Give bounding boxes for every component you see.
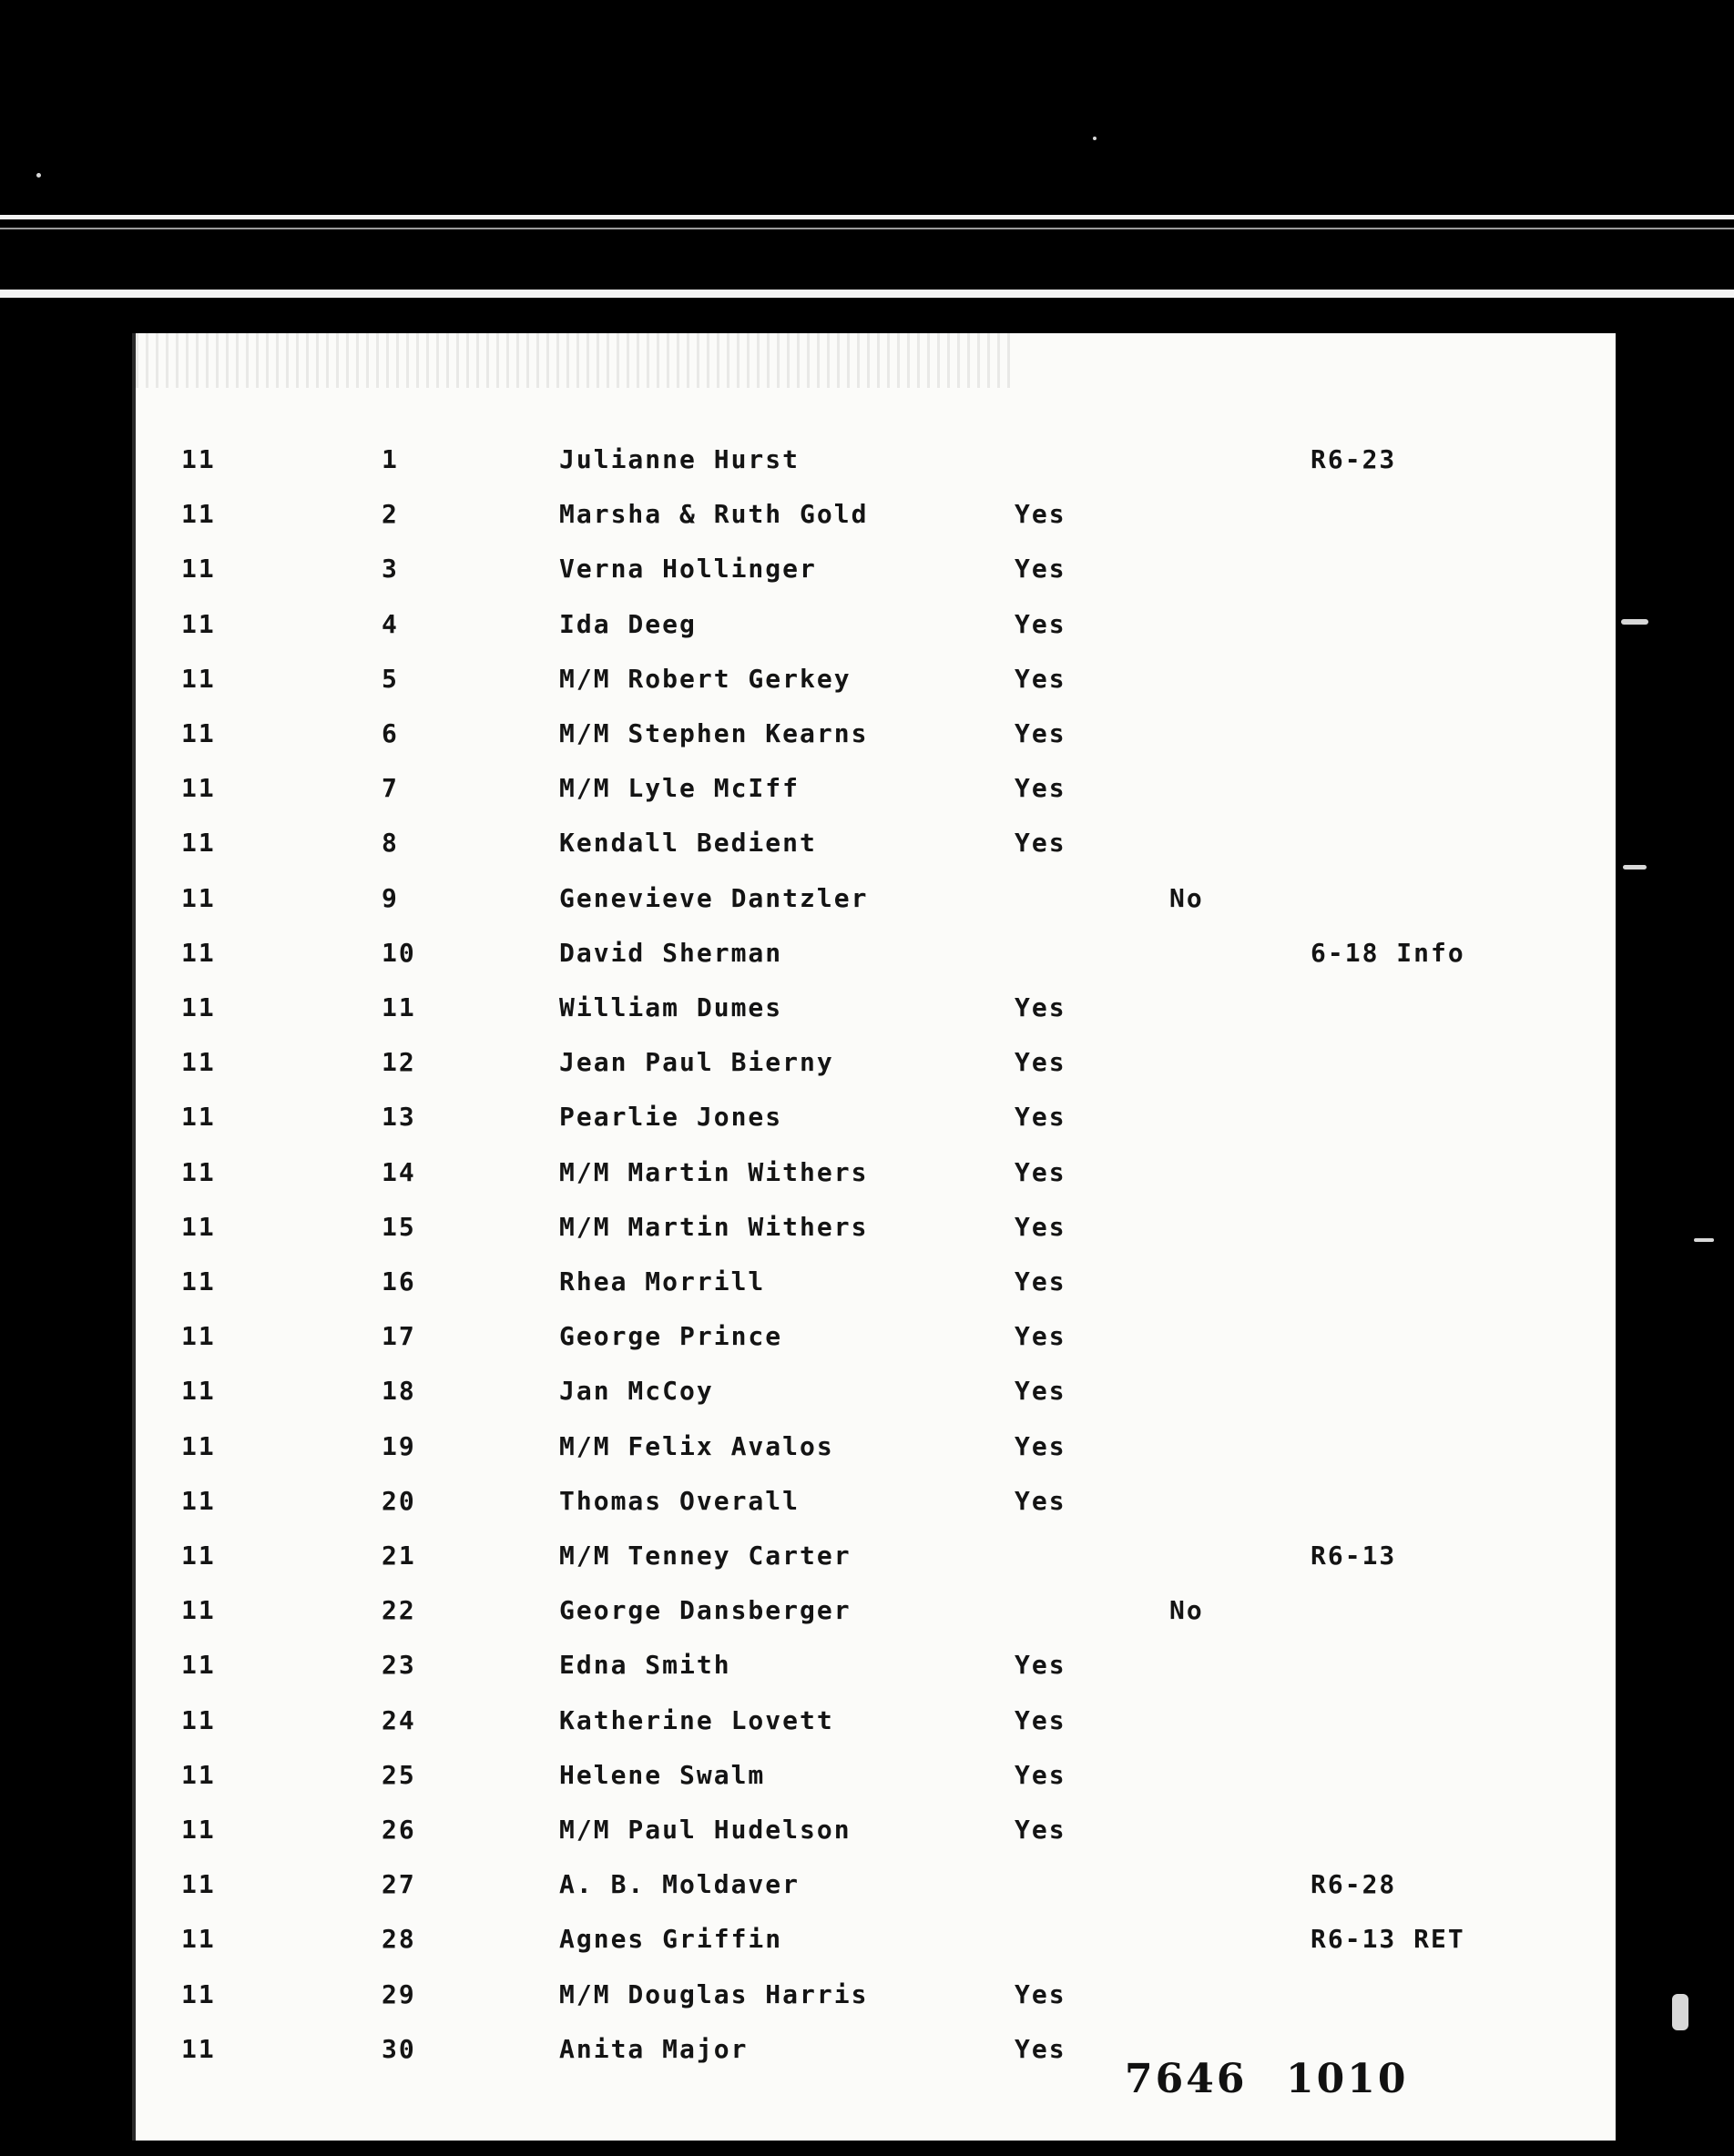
record-number: 20 <box>382 1485 416 1516</box>
scan-speck <box>1694 1238 1714 1242</box>
scan-speck <box>1621 619 1648 625</box>
contact-name: Julianne Hurst <box>559 444 801 474</box>
record-number: 11 <box>382 992 416 1022</box>
batch-number: 11 <box>181 1102 216 1133</box>
yes-response: Yes <box>1015 1759 1066 1790</box>
batch-number: 11 <box>181 773 216 804</box>
record-row <box>136 992 1616 1029</box>
batch-number: 11 <box>181 1815 216 1845</box>
contact-name: M/M Douglas Harris <box>559 1978 869 2009</box>
scan-speck <box>1093 137 1096 140</box>
record-row <box>136 773 1616 809</box>
yes-response: Yes <box>1015 1266 1066 1297</box>
record-number: 17 <box>382 1321 416 1352</box>
record-number: 3 <box>382 554 399 585</box>
record-number: 23 <box>382 1650 416 1681</box>
record-number: 10 <box>382 937 416 968</box>
batch-number: 11 <box>181 1156 216 1187</box>
batch-number: 11 <box>181 608 216 639</box>
record-number: 1 <box>382 444 399 474</box>
record-row <box>136 609 1616 646</box>
record-row <box>136 664 1616 700</box>
contact-name: Ida Deeg <box>559 608 697 639</box>
record-number: 29 <box>382 1978 416 2009</box>
note-code: R6-13 <box>1311 1541 1397 1571</box>
record-number: 15 <box>382 1211 416 1242</box>
contact-name: M/M Martin Withers <box>559 1156 869 1187</box>
record-number: 25 <box>382 1759 416 1790</box>
batch-number: 11 <box>181 1595 216 1626</box>
record-row <box>136 1376 1616 1412</box>
yes-response: Yes <box>1015 1321 1066 1352</box>
scan-smudge <box>136 333 1010 388</box>
scan-border-line <box>0 215 1734 219</box>
batch-number: 11 <box>181 1759 216 1790</box>
contact-name: Helene Swalm <box>559 1759 766 1790</box>
batch-number: 11 <box>181 1321 216 1352</box>
yes-response: Yes <box>1015 1978 1066 2009</box>
record-number: 26 <box>382 1815 416 1845</box>
scan-speck <box>1623 865 1647 870</box>
yes-response: Yes <box>1015 499 1066 530</box>
contact-name: Marsha & Ruth Gold <box>559 499 869 530</box>
yes-response: Yes <box>1015 992 1066 1022</box>
batch-number: 11 <box>181 499 216 530</box>
yes-response: Yes <box>1015 1815 1066 1845</box>
record-number: 4 <box>382 608 399 639</box>
record-number: 5 <box>382 663 399 694</box>
batch-number: 11 <box>181 1650 216 1681</box>
record-row <box>136 1212 1616 1248</box>
contact-name: George Prince <box>559 1321 783 1352</box>
record-row <box>136 1157 1616 1194</box>
record-row <box>136 1979 1616 2016</box>
record-row <box>136 499 1616 535</box>
batch-number: 11 <box>181 1704 216 1735</box>
yes-response: Yes <box>1015 2033 1066 2064</box>
record-row <box>136 938 1616 974</box>
yes-response: Yes <box>1015 1485 1066 1516</box>
document-number: 1010 <box>1286 2056 1409 2102</box>
record-number: 12 <box>382 1047 416 1078</box>
no-response: No <box>1169 882 1204 913</box>
contact-name: M/M Stephen Kearns <box>559 718 869 748</box>
record-number: 9 <box>382 882 399 913</box>
contact-name: Pearlie Jones <box>559 1102 783 1133</box>
record-number: 18 <box>382 1376 416 1407</box>
yes-response: Yes <box>1015 554 1066 585</box>
record-row <box>136 1869 1616 1906</box>
yes-response: Yes <box>1015 718 1066 748</box>
record-row <box>136 1431 1616 1468</box>
record-number: 13 <box>382 1102 416 1133</box>
contact-name: Thomas Overall <box>559 1485 801 1516</box>
batch-number: 11 <box>181 663 216 694</box>
batch-number: 11 <box>181 1485 216 1516</box>
record-number: 7 <box>382 773 399 804</box>
record-number: 8 <box>382 828 399 859</box>
yes-response: Yes <box>1015 1211 1066 1242</box>
record-row <box>136 1595 1616 1632</box>
yes-response: Yes <box>1015 1047 1066 1078</box>
yes-response: Yes <box>1015 663 1066 694</box>
record-number: 30 <box>382 2033 416 2064</box>
contact-name: George Dansberger <box>559 1595 852 1626</box>
batch-number: 11 <box>181 937 216 968</box>
contact-name: Jean Paul Bierny <box>559 1047 834 1078</box>
batch-number: 11 <box>181 1978 216 2009</box>
contact-name: A. B. Moldaver <box>559 1869 801 1900</box>
batch-number: 11 <box>181 2033 216 2064</box>
record-row <box>136 883 1616 920</box>
record-number: 28 <box>382 1924 416 1955</box>
note-code: R6-23 <box>1311 444 1397 474</box>
record-row <box>136 718 1616 755</box>
yes-response: Yes <box>1015 1704 1066 1735</box>
batch-number: 11 <box>181 1869 216 1900</box>
yes-response: Yes <box>1015 828 1066 859</box>
batch-number: 11 <box>181 1211 216 1242</box>
contact-name: M/M Lyle McIff <box>559 773 801 804</box>
batch-number: 11 <box>181 992 216 1022</box>
contact-name: Anita Major <box>559 2033 749 2064</box>
record-number: 21 <box>382 1541 416 1571</box>
batch-number: 11 <box>181 1924 216 1955</box>
contact-name: Kendall Bedient <box>559 828 817 859</box>
record-number: 19 <box>382 1430 416 1461</box>
contact-name: M/M Robert Gerkey <box>559 663 852 694</box>
record-row <box>136 1815 1616 1851</box>
scan-border-line <box>0 228 1734 229</box>
note-code: R6-13 RET <box>1311 1924 1465 1955</box>
record-row <box>136 828 1616 864</box>
contact-name: Verna Hollinger <box>559 554 817 585</box>
record-row <box>136 1924 1616 1960</box>
yes-response: Yes <box>1015 1430 1066 1461</box>
record-row <box>136 1321 1616 1358</box>
contact-name: Rhea Morrill <box>559 1266 766 1297</box>
batch-number: 11 <box>181 1266 216 1297</box>
record-row <box>136 1266 1616 1303</box>
scan-speck <box>36 173 41 178</box>
scan-border-line <box>0 290 1734 298</box>
contact-name: William Dumes <box>559 992 783 1022</box>
contact-name: David Sherman <box>559 937 783 968</box>
batch-number: 11 <box>181 1430 216 1461</box>
record-row <box>136 1486 1616 1522</box>
batch-number: 11 <box>181 718 216 748</box>
batch-number: 11 <box>181 1047 216 1078</box>
yes-response: Yes <box>1015 1156 1066 1187</box>
yes-response: Yes <box>1015 1376 1066 1407</box>
batch-number: 11 <box>181 554 216 585</box>
contact-name: Jan McCoy <box>559 1376 714 1407</box>
contact-name: M/M Tenney Carter <box>559 1541 852 1571</box>
note-code: 6-18 Info <box>1311 937 1465 968</box>
record-number: 2 <box>382 499 399 530</box>
document-number: 7646 <box>1125 2056 1248 2102</box>
batch-number: 11 <box>181 1376 216 1407</box>
record-row <box>136 444 1616 481</box>
no-response: No <box>1169 1595 1204 1626</box>
record-number: 16 <box>382 1266 416 1297</box>
note-code: R6-28 <box>1311 1869 1397 1900</box>
record-row <box>136 1650 1616 1686</box>
contact-name: Katherine Lovett <box>559 1704 834 1735</box>
record-number: 14 <box>382 1156 416 1187</box>
batch-number: 11 <box>181 1541 216 1571</box>
record-row <box>136 1760 1616 1796</box>
scan-speck <box>1672 1994 1688 2030</box>
record-row <box>136 554 1616 590</box>
yes-response: Yes <box>1015 773 1066 804</box>
document-page <box>132 333 1616 2141</box>
record-number: 27 <box>382 1869 416 1900</box>
batch-number: 11 <box>181 444 216 474</box>
yes-response: Yes <box>1015 608 1066 639</box>
record-number: 6 <box>382 718 399 748</box>
contact-name: M/M Martin Withers <box>559 1211 869 1242</box>
contact-name: Edna Smith <box>559 1650 731 1681</box>
record-row <box>136 1102 1616 1138</box>
yes-response: Yes <box>1015 1650 1066 1681</box>
record-row <box>136 1705 1616 1742</box>
record-row <box>136 1047 1616 1083</box>
contact-name: M/M Felix Avalos <box>559 1430 834 1461</box>
record-number: 22 <box>382 1595 416 1626</box>
contact-name: Agnes Griffin <box>559 1924 783 1955</box>
contact-name: M/M Paul Hudelson <box>559 1815 852 1845</box>
yes-response: Yes <box>1015 1102 1066 1133</box>
record-row <box>136 1541 1616 1577</box>
batch-number: 11 <box>181 828 216 859</box>
record-number: 24 <box>382 1704 416 1735</box>
contact-name: Genevieve Dantzler <box>559 882 869 913</box>
batch-number: 11 <box>181 882 216 913</box>
